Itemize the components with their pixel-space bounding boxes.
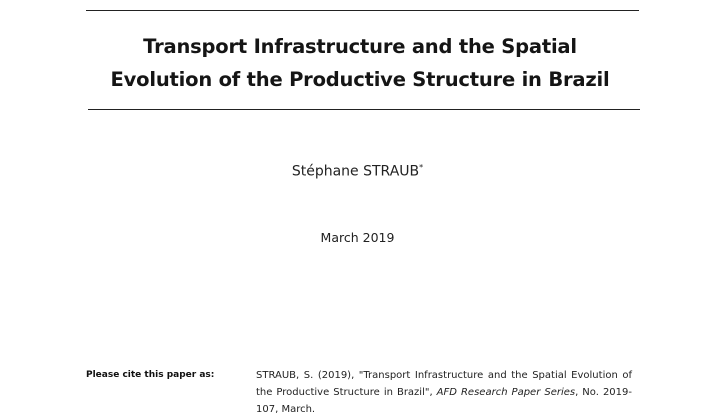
citation-text (256, 367, 632, 418)
author-name: Stéphane STRAUB (291, 163, 420, 180)
citation-part-1: STRAUB, S. (2019), "Transport Infrastructure and the Spatial Evolution of the Productive Structure in Brazil", (256, 370, 632, 398)
citation-part-2: , No. 2019-107, March. (256, 387, 632, 415)
top-rule (86, 10, 639, 11)
author-footnote-mark: * (419, 163, 424, 172)
paper-title (60, 30, 660, 96)
title-line-1: Transport Infrastructure and the Spatial (143, 35, 577, 58)
publication-date: March 2019 (320, 230, 395, 245)
title-line-2: Evolution of the Productive Structure in Brazil (110, 68, 610, 91)
citation-label: Please cite this paper as: (86, 370, 215, 380)
author (0, 163, 715, 180)
bottom-rule (88, 109, 640, 110)
citation-series: AFD Research Paper Series (436, 387, 576, 398)
